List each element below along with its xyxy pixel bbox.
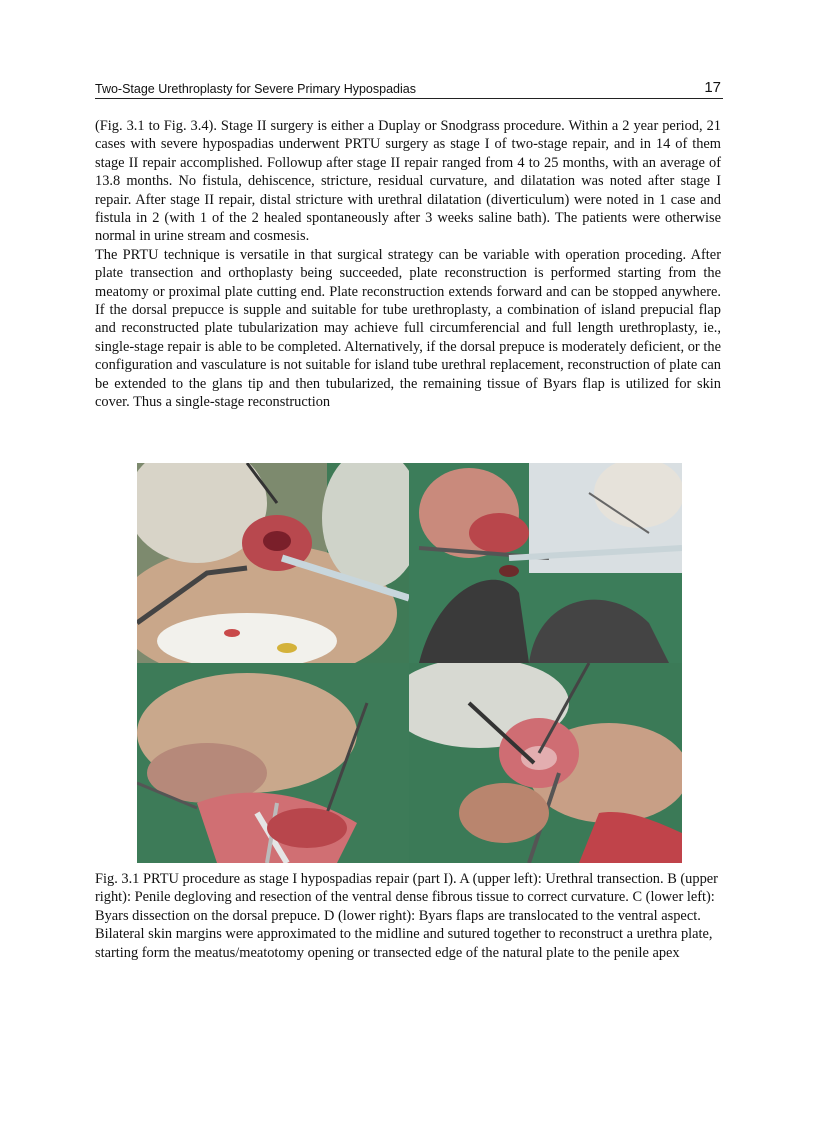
photo-panel-b [409,463,682,663]
running-header [95,76,723,99]
figure-caption [95,870,721,962]
running-title: Two-Stage Urethroplasty for Severe Primary Hypospadias [95,82,416,96]
paragraph-1: (Fig. 3.1 to Fig. 3.4). Stage II surgery is either a Duplay or Snodgrass procedure. Within a 2 year period, 21 cases with severe hypospadias underwent PRTU surgery as stage I of two-stage repair, and in 14 of them stage II repair accomplished. Followup after stage II repair ranged from 4 to 25 months, with an average of 13.8 months. No fistula, dehiscence, stricture, residual curvature, and dilatation was noted after stage I repair. After stage II repair, distal stricture with urethral dilatation (diverticulum) were noted in 1 case and fistula in 2 (with 1 of the 2 healed spontaneously after 3 weeks saline bath). The patients were otherwise normal in urine stream and cosmesis. [95,118,721,245]
page-number: 17 [704,79,721,96]
caption-text: Fig. 3.1 PRTU procedure as stage I hypospadias repair (part I). A (upper left): Urethral transection. B (upper right): Penile degloving and resection of the ventral dense fibrous tissue to correct curvature. C (lower left): Byars dissection on the dorsal prepuce. D (lower right): Byars flaps are translocated to the ventral aspect. Bilateral skin margins were approximated to the midline and sutured together to reconstruct a urethra plate, starting form the meatus/meatotomy opening or transected edge of the natural plate to the penile apex [95,871,718,961]
surgical-photo-figure [137,463,682,863]
photo-panel-c [137,663,409,863]
photo-panel-a [137,463,409,663]
paragraph-2: The PRTU technique is versatile in that surgical strategy can be variable with operation proceding. After plate transection and orthoplasty being succeeded, plate reconstruction is performed starting from the meatomy or proximal plate cutting end. Plate reconstruction extends forward and can be stopped anywhere. If the dorsal prepucce is supple and suitable for tube urethroplasty, a combination of island prepucial flap and reconstructed plate tubularization may achieve full circumferencial and full length urethroplasty, ie., single-stage repair is able to be completed. Alternatively, if the dorsal prepuce is moderately deficient, or the configuration and vasculature is not suitable for island tube urethral replacement, reconstruction of plate can be extended to the glans tip and then tubularized, the remaining tissue of Byars flap is utilized for skin cover. Thus a single-stage reconstruction [95,246,721,411]
photo-panel-d [409,663,682,863]
body-text [95,117,721,412]
